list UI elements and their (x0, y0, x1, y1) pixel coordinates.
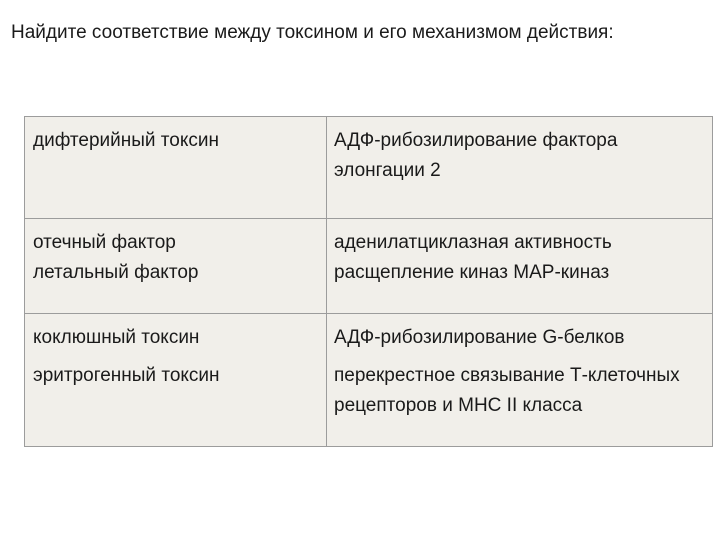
mechanism-text: аденилатциклазная активность (334, 232, 612, 253)
mechanism-text: АДФ-рибозилирование G-белков (334, 327, 625, 348)
toxin-cell (33, 117, 319, 218)
mechanism-text: расщепление киназ МАР-киназ (334, 262, 610, 283)
mechanism-cell (334, 314, 706, 446)
toxin-cell (33, 219, 319, 313)
toxin-name: отечный фактор (33, 232, 176, 253)
table-row (25, 117, 712, 218)
toxin-name: дифтерийный токсин (33, 130, 219, 151)
toxin-name: коклюшный токсин (33, 327, 200, 348)
mechanism-text: перекрестное связывание Т-клеточных рецепторов и МНС II класса (334, 365, 680, 416)
toxin-mechanism-table (24, 116, 713, 447)
toxin-name: эритрогенный токсин (33, 365, 220, 386)
table-row (25, 218, 712, 313)
mechanism-text: АДФ-рибозилирование фактора элонгации 2 (334, 130, 618, 181)
mechanism-cell (334, 117, 706, 218)
table-row (25, 313, 712, 446)
toxin-name: летальный фактор (33, 262, 199, 283)
toxin-cell (33, 314, 319, 446)
mechanism-cell (334, 219, 706, 313)
page-title: Найдите соответствие между токсином и его механизмом действия: (11, 22, 614, 43)
